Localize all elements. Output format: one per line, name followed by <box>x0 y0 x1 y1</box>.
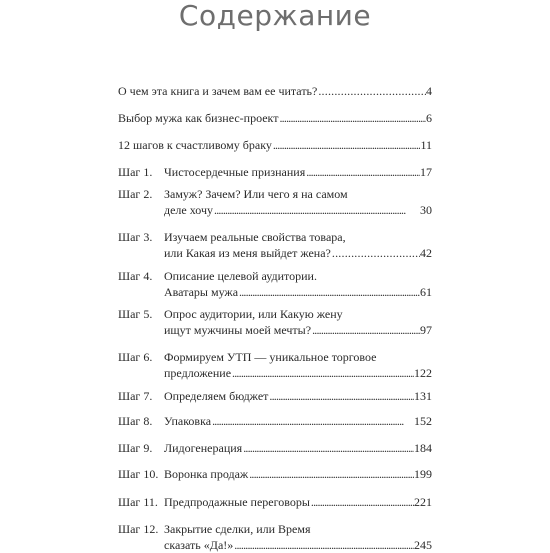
toc-leader-dots <box>238 284 420 300</box>
toc-entry-line: О чем эта книга и зачем вам ее читать? <box>118 84 318 98</box>
toc-entry <box>118 388 432 404</box>
toc-leader-dots <box>231 365 414 381</box>
toc-page-number: 17 <box>420 165 432 179</box>
toc-entry-last-line <box>164 164 432 180</box>
toc-entry-line: предложение <box>164 366 232 380</box>
toc-entry-line: ищут мужчины моей мечты? <box>164 323 312 337</box>
toc-leader-dots <box>317 83 426 99</box>
toc-entry-line: Упаковка <box>164 414 212 428</box>
toc-entry-last-line <box>164 245 432 261</box>
toc-step-number: Шаг 7. <box>118 389 153 403</box>
toc-entry-last-line <box>118 110 432 126</box>
toc-entry-last-line <box>164 466 432 482</box>
toc-entry-last-line <box>164 284 432 300</box>
toc-step-number: Шаг 11. <box>118 495 158 509</box>
toc-entry-line: Замуж? Зачем? Или чего я на самом <box>164 187 348 201</box>
toc-leader-dots <box>272 137 421 153</box>
toc-entry-text <box>118 137 432 153</box>
toc-entry <box>118 440 432 456</box>
toc-entry-text <box>118 83 432 99</box>
toc-entry-text <box>164 521 432 553</box>
toc-entry <box>118 521 432 553</box>
toc-entry-last-line <box>164 365 432 381</box>
toc-entry-text <box>164 466 432 482</box>
toc-entry-text <box>164 388 432 404</box>
toc-entry-last-line <box>164 440 432 456</box>
toc-entry <box>118 137 432 153</box>
toc-entry-line: Закрытие сделки, или Время <box>164 522 311 536</box>
toc-entry-text <box>164 413 432 429</box>
toc-entry-last-line <box>164 202 432 218</box>
toc-leader-dots <box>248 466 414 482</box>
toc-entry-line: Аватары мужа <box>164 285 239 299</box>
toc-entry <box>118 268 432 300</box>
toc-entry <box>118 164 432 180</box>
toc-entry <box>118 229 432 261</box>
toc-entry <box>118 110 432 126</box>
toc-entry-last-line <box>164 322 432 338</box>
toc-entry-text <box>164 229 432 261</box>
toc-leader-dots <box>278 110 426 126</box>
toc-page-number: 131 <box>414 389 432 403</box>
toc-page-number: 61 <box>420 285 432 299</box>
toc-entry-text <box>164 440 432 456</box>
toc-entry <box>118 413 432 429</box>
toc-page-number: 97 <box>420 323 432 337</box>
toc-leader-dots <box>331 245 420 261</box>
toc-entry <box>118 494 432 510</box>
toc-leader-dots <box>310 494 414 510</box>
toc-entry-text <box>118 110 432 126</box>
toc-entry-line: Предпродажные переговоры <box>164 495 310 509</box>
toc-step-number: Шаг 4. <box>118 269 153 283</box>
toc-entry-line: 12 шагов к счастливому браку <box>118 138 272 152</box>
toc-page-number: 245 <box>414 538 432 552</box>
toc-step-number: Шаг 5. <box>118 307 153 321</box>
toc-page-number: 199 <box>414 467 432 481</box>
toc-entry-last-line <box>164 388 432 404</box>
toc-entry-text <box>164 186 432 218</box>
toc-entry-text <box>164 494 432 510</box>
toc-entry-line: сказать «Да!» <box>164 538 234 552</box>
toc-entry-last-line <box>164 537 432 553</box>
toc-leader-dots <box>268 388 414 404</box>
toc-entry-line: или Какая из меня выйдет жена? <box>164 246 331 260</box>
toc-entry-text <box>164 164 432 180</box>
toc-entry-line: Определяем бюджет <box>164 389 269 403</box>
toc-entry-line: Формируем УТП — уникальное торговое <box>164 350 377 364</box>
toc-entry-text <box>164 268 432 300</box>
toc-entry-line: Изучаем реальные свойства товара, <box>164 230 346 244</box>
toc-entry-text <box>164 306 432 338</box>
toc-step-number: Шаг 10. <box>118 467 159 481</box>
toc-entry-last-line <box>164 494 432 510</box>
toc-entry <box>118 186 432 218</box>
toc-leader-dots <box>213 202 420 218</box>
toc-step-number: Шаг 3. <box>118 230 153 244</box>
toc-entry-line: деле хочу <box>164 203 214 217</box>
toc-entry <box>118 349 432 381</box>
toc-entry <box>118 306 432 338</box>
toc-entry-line: Описание целевой аудитории. <box>164 269 317 283</box>
toc-page-number: 152 <box>414 414 432 428</box>
toc-entry <box>118 83 432 99</box>
toc-step-number: Шаг 2. <box>118 187 153 201</box>
page-title: Содержание <box>178 0 372 32</box>
toc-page-number: 6 <box>426 111 432 125</box>
toc-leader-dots <box>311 322 420 338</box>
toc-entry-line: Лидогенерация <box>164 441 243 455</box>
toc-page-number: 4 <box>426 84 432 98</box>
toc-entry-last-line <box>164 413 432 429</box>
toc-entry-text <box>164 349 432 381</box>
toc-leader-dots <box>233 537 414 553</box>
toc-leader-dots <box>305 164 420 180</box>
toc-step-number: Шаг 12. <box>118 522 159 536</box>
toc-page-number: 42 <box>420 246 432 260</box>
toc-page-number: 11 <box>420 138 432 152</box>
toc-entry-last-line <box>118 137 432 153</box>
toc-page-number: 122 <box>414 366 432 380</box>
toc-entry-line: Выбор мужа как бизнес-проект <box>118 111 279 125</box>
toc-step-number: Шаг 9. <box>118 441 153 455</box>
toc-step-number: Шаг 8. <box>118 414 153 428</box>
toc-page-number: 184 <box>414 441 432 455</box>
toc-step-number: Шаг 1. <box>118 165 153 179</box>
toc-leader-dots <box>242 440 414 456</box>
toc-page-number: 221 <box>414 495 432 509</box>
toc-entry <box>118 466 432 482</box>
toc-entry-last-line <box>118 83 432 99</box>
toc-entry-line: Воронка продаж <box>164 467 249 481</box>
toc-entry-line: Опрос аудитории, или Какую жену <box>164 307 343 321</box>
toc-step-number: Шаг 6. <box>118 350 153 364</box>
toc-entry-line: Чистосердечные признания <box>164 165 306 179</box>
toc-page-number: 30 <box>420 203 432 217</box>
toc-leader-dots <box>211 413 414 429</box>
